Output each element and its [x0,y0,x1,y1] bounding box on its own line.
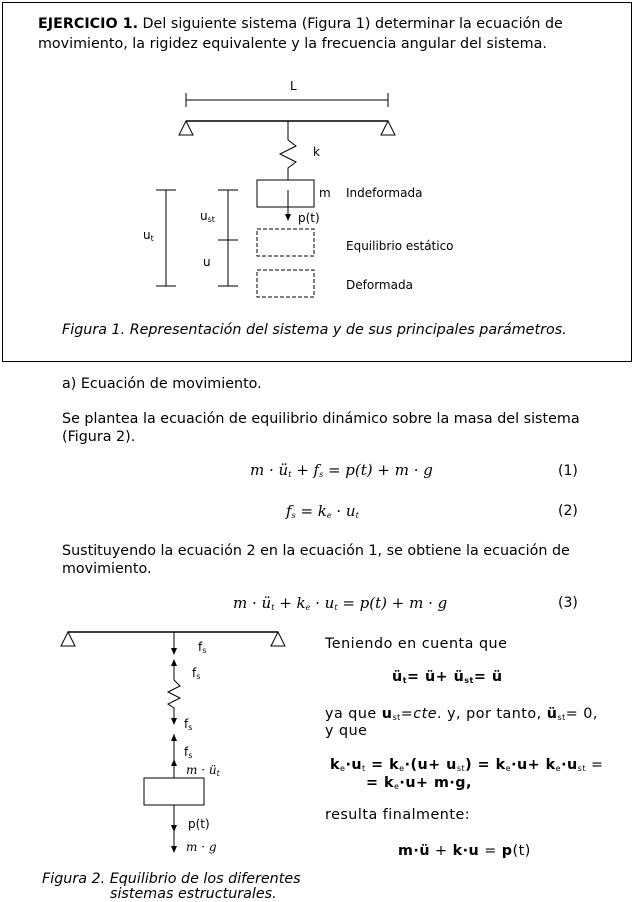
right-line2: $ü_t=$ ü+ $ü_{st}=$ ü [392,669,503,685]
para2-line1: Sustituyendo la ecuación 2 en la ecuación 1, se obtiene la ecuación de [62,543,570,559]
fs-label-2: $f_s$ [192,666,201,681]
label-m: m [319,186,331,200]
label-pt: p(t) [298,211,320,225]
para1-line2: (Figura 2). [62,429,136,445]
equation-3-number: (3) [558,595,578,611]
equation-2-number: (2) [558,503,578,519]
figure1-caption: Figura 1. Representación del sistema y de sus principales parámetros. [62,322,567,338]
label-deformada: Deformada [346,278,413,292]
figure2-caption-line1: Figura 2. Equilibrio de los diferentes [42,871,301,887]
right-line5: $k_e\cdot u_t = k_e\cdot(u+ u_{st}) = k_e\cdot u+ k_e\cdot u_{st}$ = [330,757,604,773]
exercise-line1: Del siguiente sistema (Figura 1) determinar la ecuación de [142,16,563,32]
support-left-icon [61,632,75,646]
exercise-title: EJERCICIO 1. [38,16,138,32]
label-ut: $u_t$ [143,228,154,243]
right-line4: y que [325,723,368,739]
equation-1: $m \cdot ü_t + f_s = p(t) + m \cdot g$ [250,461,433,479]
support-right-icon [381,121,395,135]
equation-1-number: (1) [558,463,578,479]
label-indeformada: Indeformada [346,186,423,200]
fs-label-1: $f_s$ [198,640,207,655]
para2-line2: movimiento. [62,561,152,577]
right-line1: Teniendo en cuenta que [325,636,508,652]
label-ust: $u_{st}$ [200,209,215,224]
label-equilibrio: Equilibrio estático [346,239,454,253]
weight-label: m · g [186,840,217,854]
pt-label: p(t) [188,817,210,831]
right-line3: ya que $u_{st}=cte$. y, por tanto, $ü_{st}= 0$, [325,706,598,722]
right-line6: = $k_e\cdot u+ m\cdot g$, [366,775,472,791]
fs-label-4: $f_s$ [184,745,193,760]
inertia-label: $m \cdot ü_t$ [186,763,220,778]
right-line8: m·ü + k·u = p(t) [398,843,531,859]
fs-label-3: $f_s$ [184,717,193,732]
para1-line1: Se plantea la ecuación de equilibrio dinámico sobre la masa del sistema [62,411,580,427]
spring-icon [280,121,296,180]
exercise-line2: movimiento, la rigidez equivalente y la frecuencia angular del sistema. [38,36,547,52]
figure2-diagram [0,620,320,860]
right-line7: resulta finalmente: [325,807,471,823]
label-L: L [290,79,297,93]
section-heading: a) Ecuación de movimiento. [62,376,262,392]
figure2-caption-line2: sistemas estructurales. [110,886,277,902]
support-right-icon [271,632,285,646]
equation-3: $m \cdot ü_t + k_e \cdot u_t = p(t) + m \cdot g$ [233,594,448,612]
label-k: k [313,145,320,159]
spring-icon [168,680,180,724]
figure1-diagram [0,0,635,370]
label-u: u [203,255,211,269]
support-left-icon [179,121,193,135]
equation-2: $f_s = k_e \cdot u_t$ [286,502,359,520]
